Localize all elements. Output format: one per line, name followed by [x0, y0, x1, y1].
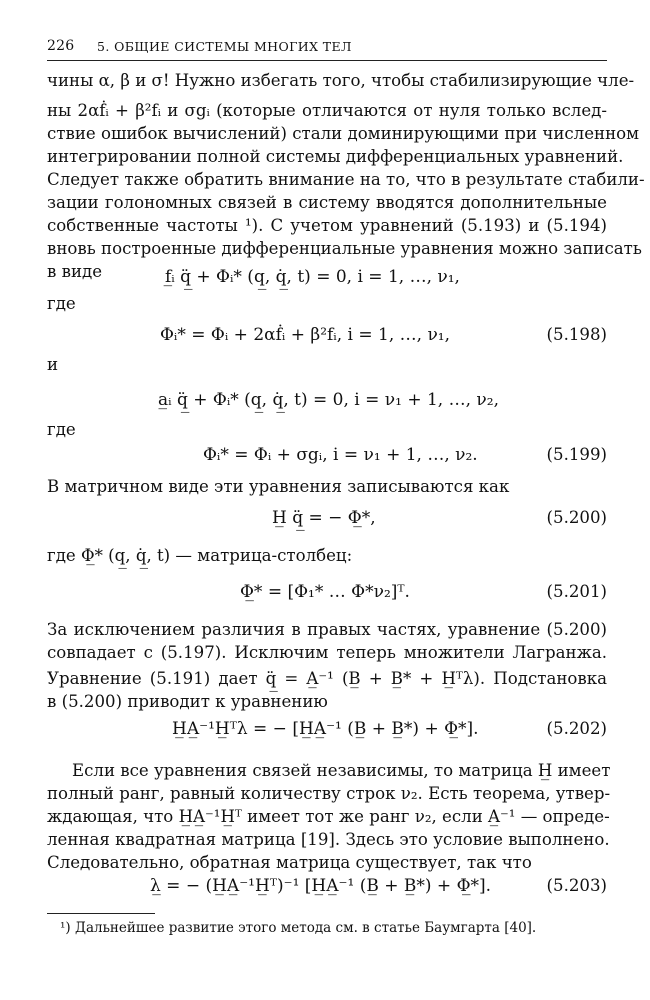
page-number: 226 [47, 38, 75, 54]
text-line: В матричном виде эти уравнения записываются как [47, 477, 510, 496]
word-where: где [47, 294, 76, 313]
text-line: вновь построенные дифференциальные уравнения можно записать [47, 239, 642, 258]
chapter-title: 5. ОБЩИЕ СИСТЕМЫ МНОГИХ ТЕЛ [97, 39, 352, 54]
text-line: Следует также обратить внимание на то, что в результате стабили- [47, 170, 645, 189]
equation-5-199: Φᵢ* = Φᵢ + σgᵢ, i = ν₁ + 1, …, ν₂. [203, 445, 478, 465]
equation-5-203: λ̲ = − (H̲A̲⁻¹H̲ᵀ)⁻¹ [H̲A̲⁻¹ (B̲ + B̲*) + Φ̲*]. [150, 876, 492, 896]
footnote: ¹) Дальнейшее развитие этого метода см. в статье Баумгарта [40]. [60, 920, 537, 936]
equation-constraint-a: a̲ᵢ q̲̈ + Φᵢ* (q̲, q̲̇, t) = 0, i = ν₁ + 1, …, ν₂, [158, 390, 499, 410]
text-line: Уравнение (5.191) дает q̲̈ = A̲⁻¹ (B̲ + B̲* + H̲ᵀλ). Подстановка [47, 669, 607, 688]
equation-constraint-f: f̲ᵢ q̲̈ + Φᵢ* (q̲, q̲̇, t) = 0, i = 1, …, ν₁, [165, 267, 460, 287]
text-line: полный ранг, равный количеству строк ν₂. Есть теорема, утвер- [47, 784, 611, 803]
equation-number: (5.202) [546, 719, 607, 738]
header-rule [47, 60, 607, 61]
text-line: интегрировании полной системы дифференциальных уравнений. [47, 147, 624, 166]
word-and: и [47, 355, 59, 374]
equation-number: (5.198) [546, 325, 607, 344]
equation-number: (5.199) [546, 445, 607, 464]
footnote-rule [47, 913, 155, 914]
running-header [47, 38, 607, 60]
equation-number: (5.200) [546, 508, 607, 527]
equation-5-202: H̲A̲⁻¹H̲ᵀλ = − [H̲A̲⁻¹ (B̲ + B̲*) + Φ̲*]. [172, 719, 479, 739]
text-line: ны 2αḟᵢ + β²fᵢ и σgᵢ (которые отличаются от нуля только вслед- [47, 101, 607, 120]
equation-5-200: H̲ q̲̈ = − Φ̲*, [272, 508, 376, 528]
text-line: Следовательно, обратная матрица существует, так что [47, 853, 532, 872]
text-line: ждающая, что H̲A̲⁻¹H̲ᵀ имеет тот же ранг ν₂, если A̲⁻¹ — опреде- [47, 807, 610, 826]
equation-number: (5.203) [546, 876, 607, 895]
text-line: зации голономных связей в систему вводятся дополнительные [47, 193, 607, 212]
text-line: совпадает с (5.197). Исключим теперь множители Лагранжа. [47, 643, 607, 662]
text-line: где Φ̲* (q̲, q̲̇, t) — матрица-столбец: [47, 546, 353, 565]
word-where: где [47, 420, 76, 439]
equation-5-198: Φᵢ* = Φᵢ + 2αḟᵢ + β²fᵢ, i = 1, …, ν₁, [160, 325, 451, 345]
text-line: ленная квадратная матрица [19]. Здесь это условие выполнено. [47, 830, 610, 849]
equation-number: (5.201) [546, 582, 607, 601]
equation-5-201: Φ̲* = [Φ₁* … Φ*ν₂]ᵀ. [240, 582, 410, 602]
text-line: в виде [47, 262, 103, 281]
text-line: собственные частоты ¹). С учетом уравнений (5.193) и (5.194) [47, 216, 607, 235]
text-line: За исключением различия в правых частях, уравнение (5.200) [47, 620, 607, 639]
text-line: Если все уравнения связей независимы, то матрица H̲ имеет [72, 761, 611, 780]
text-line: в (5.200) приводит к уравнению [47, 692, 328, 711]
text-line: чины α, β и σ! Нужно избегать того, чтобы стабилизирующие чле- [47, 71, 635, 90]
text-line: ствие ошибок вычислений) стали доминирующими при численном [47, 124, 640, 143]
